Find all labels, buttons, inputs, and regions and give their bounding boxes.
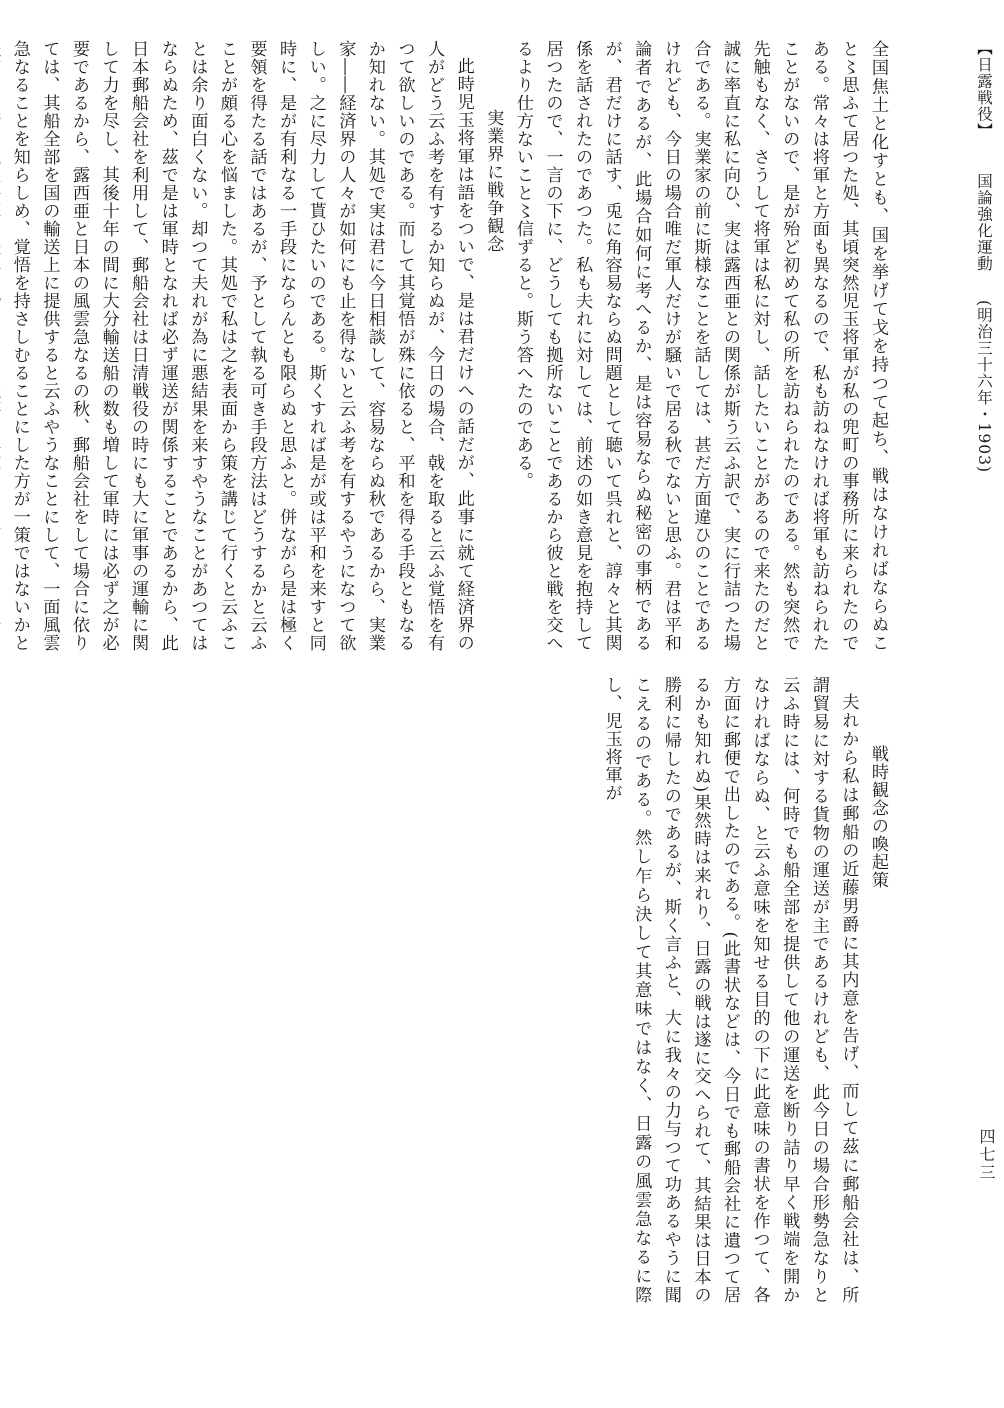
section-heading-2: 戦時観念の喚起策 bbox=[868, 744, 888, 889]
lower-text-block bbox=[92, 676, 892, 1304]
paragraph-3: 夫れから私は郵船の近藤男爵に其内意を告げ、而して茲に郵船会社は、所謂貿易に対する貨物の運送が主であるけれども、此今日の場合形勢急なりと云ふ時には、何時でも船全部を提供して他の運送を断り詰り早く戦端を開かなければならぬ、と云ふ意味を知せる目的の下に此意味の書状を作つて、各方面に郵便で出したのである。(此書状などは、今日でも郵船会社に遺つて居るかも知れぬ)果然時は来れり、日露の戦は遂に交へられて、其結果は日本の勝利に帰したのであるが、斯く言ふと、大に我々の力与つて功あるやうに聞こえるのである。然し乍ら決して其意味ではなく、日露の風雲急なるに際し、児玉将軍が bbox=[601, 676, 859, 1304]
running-footer bbox=[970, 40, 998, 720]
paragraph-1: 全国焦土と化すとも、国を挙げて戈を持つて起ち、戦はなければならぬこと〻思ふて居つた処、其頃突然児玉将軍が私の兜町の事務所に来られたのである。常々は将軍と方面も異なるので、私も訪ねなければ将軍も訪ねられたことがないので、是が殆ど初めて私の所を訪ねられたのである。然も突然で先触もなく、さうして将軍は私に対し、話したいことがあるので来たのだと誠に率直に私に向ひ、実は露西亜との関係が斯う云ふ訳で、実に行詰つた場合である。実業家の前に斯様なことを話しては、甚だ方面違ひのことであるけれども、今日の場合唯だ軍人だけが騒いで居る秋でないと思ふ。君は平和論者であるが、此場合如何に考へるか、是は容易ならぬ秘密の事柄であるが、君だけに話す、兎に角容易ならぬ問題として聴いて呉れと、諄々と其関係を話されたのであつた。私も夫れに対しては、前述の如き意見を抱持して居つたので、一言の下に、どうしても拠所ないことであるから彼と戦を交へるより仕方ないこと〻信ずると。斯う答へたのである。 bbox=[512, 40, 888, 652]
footer-section: 【日露戦役】 bbox=[975, 40, 993, 139]
upper-text-block bbox=[9, 40, 892, 652]
footer-topic: 国論強化運動 bbox=[975, 173, 993, 272]
section-heading-1: 実業界に戦争観念 bbox=[483, 108, 504, 253]
page-number: 四七三 bbox=[977, 1128, 996, 1182]
footer-era: (明治三十六年・1903) bbox=[975, 300, 993, 474]
paragraph-2: 此時児玉将軍は語をついで、是は君だけへの話だが、此事に就て経済界の人がどう云ふ考を有するか知らぬが、今日の場合、戟を取ると云ふ覚悟を有つて欲しいのである。而して其覚悟が殊に依ると、平和を得る手段ともなるか知れない。其処で実は君に今日相談して、容易ならぬ秋であるから、実業家――経済界の人々が如何にも止を得ないと云ふ考を有するやうになつて欲しい。之に尽力して貰ひたいのである。斯くすれば是が或は平和を来すと同時に、是が有利なる一手段にならんとも限らぬと思ふと。併ながら是は極く要領を得たる話ではあるが、予として執る可き手段方法はどうするかと云ふことが頗る心を悩ました。其処で私は之を表面から策を講じて行くと云ふことは余り面白くない。却つて夫れが為に悪結果を来すやうなことがあつてはならぬため、茲で是は軍時となれば必ず運送が関係することであるから、此日本郵船会社を利用して、郵船会社は日清戦役の時にも大に軍事の運輸に関して力を尽し、其後十年の間に大分輸送船の数も増して軍時には必ず之が必要であるから、露西亜と日本の風雲急なるの秋、郵船会社をして場合に依りては、其船全部を国の輸送上に提供すると云ふやうなことにして、一面風雲急なることを知らしめ、覚悟を持さしむることにした方が一策ではないかと bbox=[9, 40, 474, 652]
